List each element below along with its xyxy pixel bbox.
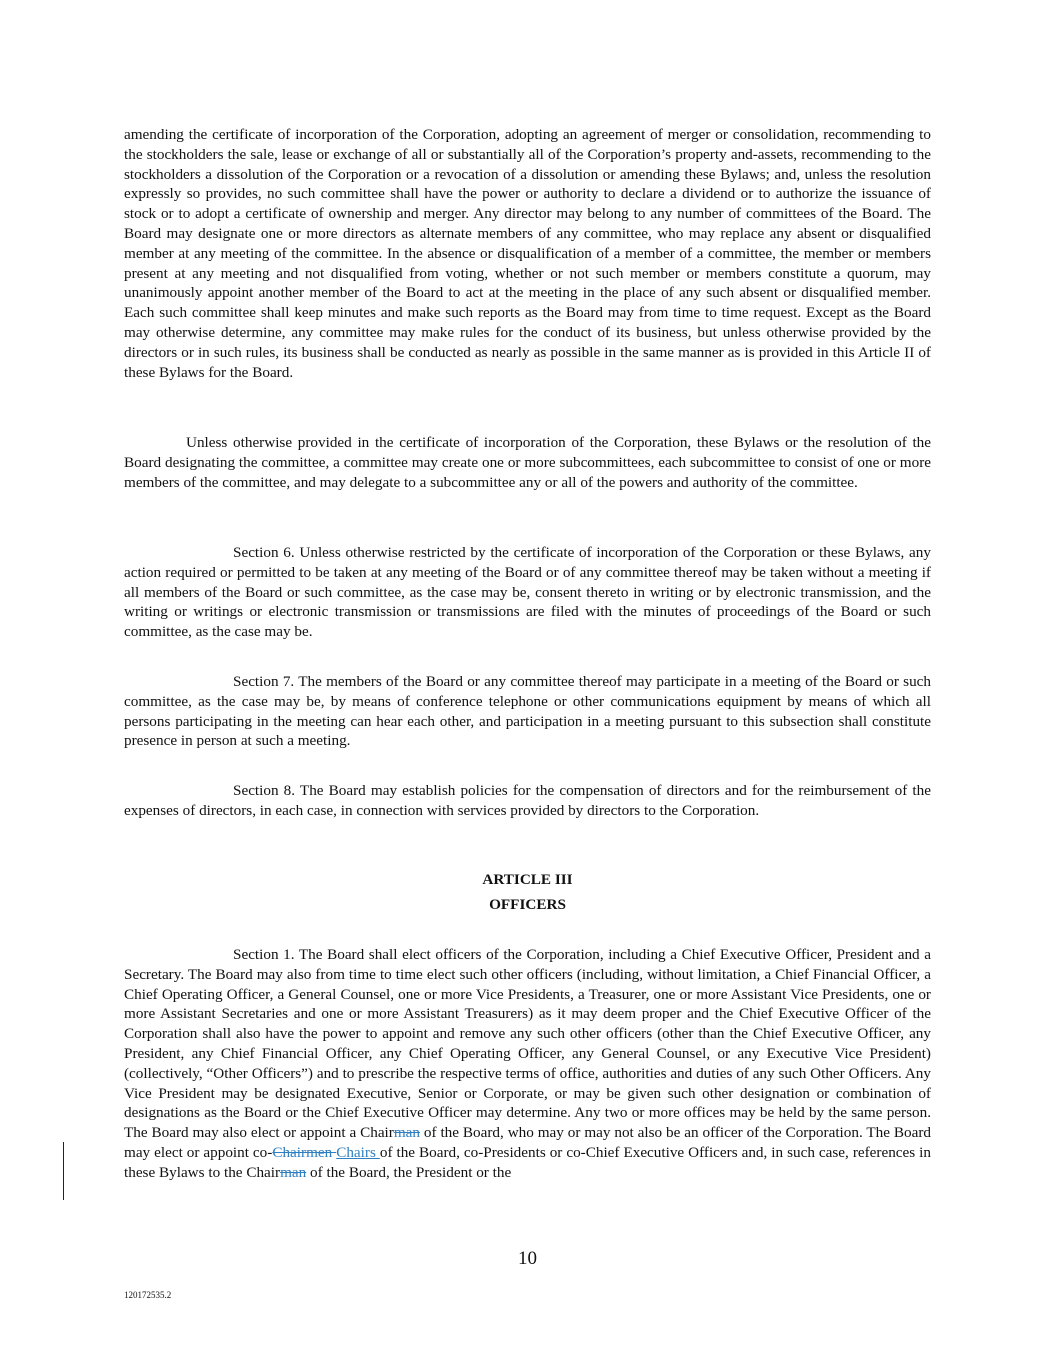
section1-text-b: of the Board, who may or may not also be an officer of the Corporation. The Board may elect or appoint co-: [124, 1124, 931, 1161]
paragraph-committee-powers: amending the certificate of incorporation of the Corporation, adopting an agreement of merger or consolidation, recommending to the stockholders the sale, lease or exchange of all or substantially all of the Corporation’s property and-assets, recommending to the stockholders a dissolution of the Corporation or a revocation of a dissolution or amending these Bylaws; and, unless the resolution expressly so provides, no such committee shall have the power or authority to declare a dividend or to authorize the issuance of stock or to adopt a certificate of ownership and merger. Any director may belong to any number of committees of the Board. The Board may designate one or more directors as alternate members of any committee, who may replace any absent or disqualified member at any meeting of the committee. In the absence or disqualification of a member of a committee, the member or members present at any meeting and not disqualified from voting, whether or not such member or members constitute a quorum, may unanimously appoint another member of the Board to act at the meeting in the place of any such absent or disqualified member. Each such committee shall keep minutes and make such reports as the Board may from time to time request. Except as the Board may otherwise determine, any committee may make rules for the conduct of its business, but unless otherwise provided by the directors or in such rules, its business shall be conducted as nearly as possible in the same manner as is provided in this Article II of these Bylaws for the Board.: [124, 126, 931, 381]
page-number: 10: [518, 1248, 537, 1269]
insertion-chairs: Chairs: [336, 1143, 380, 1161]
section1-text-d: of the Board, the President or the: [306, 1163, 512, 1181]
section1-text-c: of the Board, co-Presidents or co-Chief Executive Officers and, in such case, references in these Bylaws to the Chair: [124, 1143, 931, 1181]
paragraph-section-8: Section 8. The Board may establish policies for the compensation of directors and for the reimbursement of the expenses of directors, in each case, in connection with services provided by directors to the Corporation.: [124, 782, 931, 819]
deletion-man-2: man: [280, 1163, 307, 1181]
paragraph-subcommittees: Unless otherwise provided in the certificate of incorporation of the Corporation, these Bylaws or the resolution of the Board designating the committee, a committee may create one or more subcommittees, each subcommittee to consist of one or more members of the committee, and may delegate to a subcommittee any or all of the powers and authority of the committee.: [124, 434, 931, 491]
deletion-chairmen: Chairmen: [272, 1143, 337, 1161]
section1-text-a: Section 1. The Board shall elect officers of the Corporation, including a Chief Executive Officer, President and a Secretary. The Board may also from time to time elect such other officers (including, without limitation, a Chief Financial Officer, a Chief Operating Officer, a General Counsel, one or more Vice Presidents, a Treasurer, one or more Assistant Vice Presidents, one or more Assistant Secretaries and one or more Assistant Treasurers) as it may deem proper and the Chief Executive Officer of the Corporation shall also have the power to appoint and remove any such other officers (other than the Chief Executive Officer, any President, any Chief Financial Officer, any Chief Operating Officer, any General Counsel, or any Executive Vice President) (collectively, “Other Officers”) and to prescribe the respective terms of office, authorities and duties of any such Other Officers. Any Vice President may be designated Executive, Senior or Corporate, or may be given such other designation or combination of designations as the Board or the Chief Executive Officer may determine. Any two or more offices may be held by the same person. The Board may also elect or appoint a Chair: [124, 946, 931, 1142]
revision-change-bar: [63, 1142, 64, 1200]
paragraph-section-6: Section 6. Unless otherwise restricted by the certificate of incorporation of the Corporation or these Bylaws, any action required or permitted to be taken at any meeting of the Board or of any committee thereof may be taken without a meeting if all members of the Board or such committee, as the case may be, consent thereto in writing or by electronic transmission, and the writing or writings or electronic transmission or transmissions are filed with the minutes of proceedings of the Board or such committee, as the case may be.: [124, 544, 931, 641]
document-id: 120172535.2: [124, 1290, 172, 1300]
article-number-heading: ARTICLE III: [482, 871, 573, 888]
deletion-man-1: man: [393, 1124, 420, 1142]
paragraph-article3-section-1: [124, 945, 931, 1183]
article-title-heading: OFFICERS: [489, 896, 566, 913]
paragraph-section-7: Section 7. The members of the Board or any committee thereof may participate in a meeting of the Board or such committee, as the case may be, by means of conference telephone or other communications equipment by means of which all persons participating in the meeting can hear each other, and participation in a meeting pursuant to this subsection shall constitute presence in person at such a meeting.: [124, 673, 931, 750]
